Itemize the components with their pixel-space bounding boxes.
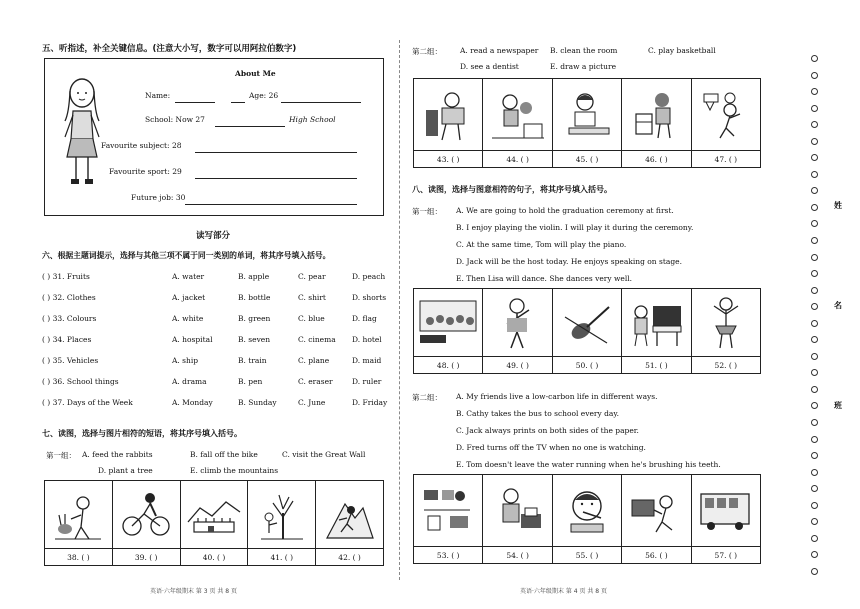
answer-39[interactable]: 39. ( ) [134, 552, 158, 562]
binding-hole [811, 568, 818, 575]
answer-56[interactable]: 56. ( ) [645, 550, 668, 560]
writing-section-title: 读写部分 [196, 231, 231, 241]
binding-char-1: 姓 [834, 201, 842, 210]
q6-d: D. hotel [352, 335, 382, 344]
q6-b: B. green [238, 314, 271, 323]
sentence-option: B. I enjoy playing the violin. I will play it during the ceremony. [456, 223, 694, 232]
school-label: School: Now 27 [145, 115, 205, 124]
group1-label: 第一组： [46, 451, 76, 460]
about-me-card [44, 58, 384, 216]
answer-51[interactable]: 51. ( ) [645, 360, 668, 370]
section6-row [42, 335, 392, 349]
group2-top-label: 第二组： [412, 47, 442, 56]
g2-opt-d: D. see a dentist [460, 62, 519, 71]
card-header: About Me [235, 69, 276, 78]
low-carbon-picture [414, 475, 482, 547]
section6-row [42, 398, 392, 412]
binding-hole [811, 402, 818, 409]
tree-picture [248, 481, 315, 549]
binding-hole [811, 138, 818, 145]
q6-c: C. cinema [298, 335, 336, 344]
section8-title: 八、读图，选择与图意相符的句子，将其序号填入括号。 [412, 185, 612, 194]
q6-c: C. blue [298, 314, 325, 323]
q6-num[interactable]: ( ) 33. Colours [42, 314, 97, 323]
q6-d: D. maid [352, 356, 382, 365]
binding-hole [811, 320, 818, 327]
answer-53[interactable]: 53. ( ) [436, 550, 460, 560]
binding-hole [811, 469, 818, 476]
opt-e: E. climb the mountains [190, 466, 279, 475]
piano-picture [622, 289, 690, 357]
opt-c: C. visit the Great Wall [282, 450, 366, 459]
sentence-option: B. Cathy takes the bus to school every day. [456, 409, 620, 418]
q6-d: D. Friday [352, 398, 388, 407]
q6-b: B. apple [238, 272, 270, 281]
binding-hole [811, 154, 818, 161]
binding-hole [811, 436, 818, 443]
answer-40[interactable]: 40. ( ) [202, 552, 226, 562]
tv-picture [622, 475, 690, 547]
q6-c: C. shirt [298, 293, 326, 302]
future-job-label: Future job: 30 [131, 193, 186, 202]
binding-hole [811, 204, 818, 211]
binding-hole [811, 72, 818, 79]
answer-43[interactable]: 43. ( ) [436, 154, 460, 164]
answer-48[interactable]: 48. ( ) [436, 360, 460, 370]
answer-38[interactable]: 38. ( ) [67, 552, 90, 562]
clean-room-picture [483, 79, 551, 151]
group2-picture-strip [413, 78, 761, 168]
mountain-picture [316, 481, 383, 549]
binding-hole [811, 518, 818, 525]
host-picture [483, 289, 551, 357]
school-suffix: High School [289, 115, 336, 124]
sentence-option: D. Fred turns off the TV when no one is watching. [456, 443, 646, 452]
q6-b: B. seven [238, 335, 271, 344]
q6-num[interactable]: ( ) 32. Clothes [42, 293, 96, 302]
q6-a: A. Monday [172, 398, 213, 407]
q6-a: A. drama [172, 377, 207, 386]
section6-row [42, 377, 392, 391]
q6-c: C. plane [298, 356, 330, 365]
binding-hole [811, 502, 818, 509]
section5-title: 五、听指述，补全关键信息。(注意大小写，数字可以用阿拉伯数字) [42, 44, 297, 54]
binding-hole [811, 220, 818, 227]
opt-a: A. feed the rabbits [82, 450, 153, 459]
dance-picture [692, 289, 760, 357]
section6-row [42, 314, 392, 328]
binding-hole [811, 287, 818, 294]
sentence-option: D. Jack will be the host today. He enjoys speaking on stage. [456, 257, 682, 266]
binding-hole [811, 303, 818, 310]
opt-d: D. plant a tree [98, 466, 153, 475]
binding-hole [811, 88, 818, 95]
page-divider [399, 40, 400, 580]
q6-a: A. jacket [172, 293, 206, 302]
dentist-picture [622, 79, 690, 151]
answer-57[interactable]: 57. ( ) [714, 550, 738, 560]
bus-picture [692, 475, 760, 547]
binding-hole [811, 105, 818, 112]
rabbit-picture [45, 481, 112, 549]
q6-b: B. train [238, 356, 267, 365]
sentence-option: E. Tom doesn't leave the water running when he's brushing his teeth. [456, 460, 721, 469]
answer-47[interactable]: 47. ( ) [714, 154, 738, 164]
name-label: Name: [145, 91, 171, 100]
q6-num[interactable]: ( ) 35. Vehicles [42, 356, 99, 365]
answer-50[interactable]: 50. ( ) [575, 360, 599, 370]
binding-hole [811, 336, 818, 343]
q6-d: D. flag [352, 314, 377, 323]
q6-d: D. peach [352, 272, 386, 281]
q6-num[interactable]: ( ) 34. Places [42, 335, 92, 344]
q6-b: B. bottle [238, 293, 271, 302]
sentence-option: A. We are going to hold the graduation ceremony at first. [456, 206, 674, 215]
sentence-option: E. Then Lisa will dance. She dances very well. [456, 274, 633, 283]
printer-picture [483, 475, 551, 547]
great-wall-picture [181, 481, 248, 549]
answer-45[interactable]: 45. ( ) [575, 154, 599, 164]
binding-hole [811, 187, 818, 194]
bike-picture [113, 481, 180, 549]
ceremony-picture [414, 289, 482, 357]
section7-picture-strip [44, 480, 384, 566]
s8-group2-picture-strip [413, 474, 761, 564]
q6-c: C. pear [298, 272, 326, 281]
age-label: Age: 26 [249, 91, 279, 100]
binding-hole [811, 237, 818, 244]
binding-hole [811, 55, 818, 62]
answer-52[interactable]: 52. ( ) [714, 360, 738, 370]
answer-44[interactable]: 44. ( ) [506, 154, 529, 164]
q6-b: B. Sunday [238, 398, 277, 407]
binding-hole [811, 254, 818, 261]
q6-num[interactable]: ( ) 37. Days of the Week [42, 398, 133, 407]
binding-hole [811, 369, 818, 376]
sport-label: Favourite sport: 29 [109, 167, 182, 176]
brushing-picture [553, 475, 621, 547]
binding-char-2: 名 [834, 301, 842, 310]
section6-row [42, 293, 392, 307]
binding-hole [811, 551, 818, 558]
binding-hole [811, 535, 818, 542]
g2-opt-b: B. clean the room [550, 46, 618, 55]
q6-d: D. shorts [352, 293, 387, 302]
binding-hole [811, 353, 818, 360]
binding-hole [811, 270, 818, 277]
section6-row [42, 272, 392, 286]
binding-hole [811, 386, 818, 393]
answer-46[interactable]: 46. ( ) [645, 154, 668, 164]
answer-41[interactable]: 41. ( ) [270, 552, 294, 562]
binding-hole [811, 419, 818, 426]
right-footer: 英语·六年级期末 第 4 页 共 8 页 [520, 588, 607, 595]
q6-c: C. June [298, 398, 326, 407]
q6-a: A. ship [172, 356, 199, 365]
sentence-option: C. Jack always prints on both sides of the paper. [456, 426, 639, 435]
q6-b: B. pen [238, 377, 263, 386]
g2-opt-a: A. read a newspaper [460, 46, 539, 55]
answer-55[interactable]: 55. ( ) [575, 550, 599, 560]
section7-title: 七、读图，选择与图片相符的短语，将其序号填入括号。 [42, 429, 242, 438]
subject-label: Favourite subject: 28 [101, 141, 182, 150]
sentence-option: A. My friends live a low-carbon life in different ways. [456, 392, 658, 401]
q6-num[interactable]: ( ) 31. Fruits [42, 272, 90, 281]
answer-54[interactable]: 54. ( ) [506, 550, 529, 560]
violin-picture [553, 289, 621, 357]
newspaper-picture [414, 79, 482, 151]
binding-hole [811, 452, 818, 459]
q6-num[interactable]: ( ) 36. School things [42, 377, 119, 386]
s8-group1-picture-strip [413, 288, 761, 374]
binding-char-3: 班 [834, 401, 842, 410]
opt-b: B. fall off the bike [190, 450, 258, 459]
girl-illustration [59, 77, 105, 189]
g2-opt-e: E. draw a picture [550, 62, 617, 71]
answer-42[interactable]: 42. ( ) [338, 552, 361, 562]
binding-hole [811, 485, 818, 492]
g2-opt-c: C. play basketball [648, 46, 716, 55]
section6-row [42, 356, 392, 370]
q6-a: A. water [172, 272, 205, 281]
section6-title: 六、根据主题词提示，选择与其他三项不属于同一类别的单词，将其序号填入括号。 [42, 251, 331, 260]
basketball-picture [692, 79, 760, 151]
q6-d: D. ruler [352, 377, 382, 386]
s8-group2-label: 第二组： [412, 393, 442, 402]
draw-picture [553, 79, 621, 151]
answer-49[interactable]: 49. ( ) [506, 360, 529, 370]
s8-group1-label: 第一组： [412, 207, 442, 216]
left-footer: 英语·六年级期末 第 3 页 共 8 页 [150, 588, 237, 595]
binding-hole [811, 121, 818, 128]
q6-a: A. hospital [172, 335, 213, 344]
sentence-option: C. At the same time, Tom will play the piano. [456, 240, 627, 249]
binding-hole [811, 171, 818, 178]
q6-a: A. white [172, 314, 204, 323]
q6-c: C. eraser [298, 377, 333, 386]
binding-holes [808, 55, 820, 575]
